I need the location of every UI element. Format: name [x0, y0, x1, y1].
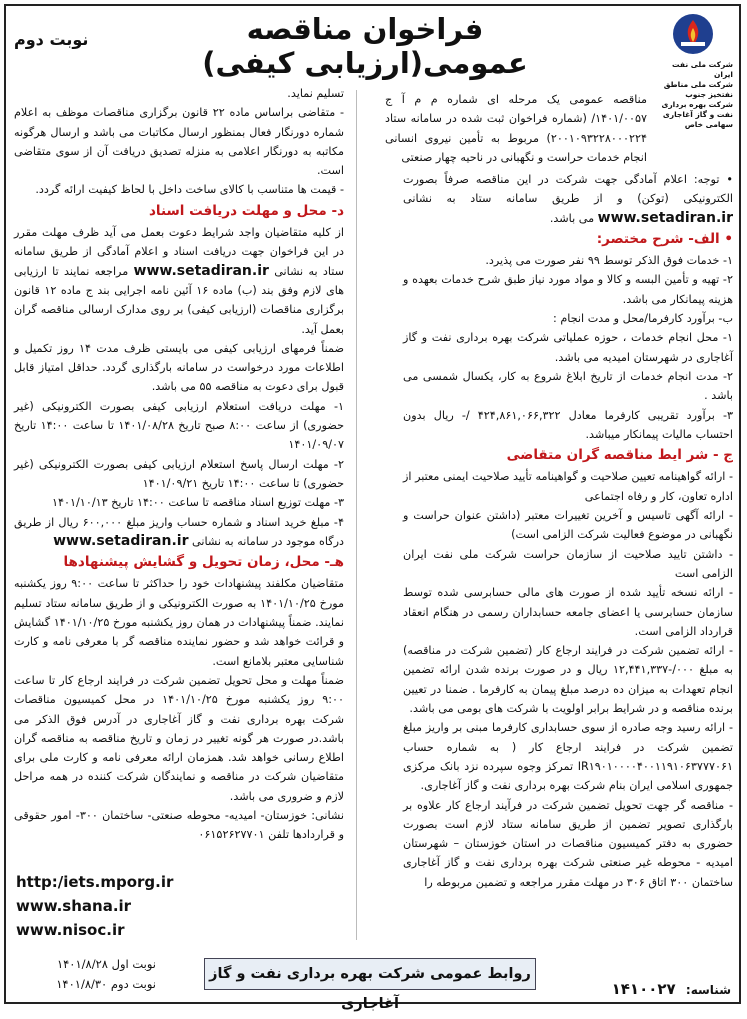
je-item-4: - ارائه نسخه تأیید شده از صورت های مالی حسابرسی شده توسط سازمان حسابرسی یا اعضای جامعه حسابداران رسمی در هنگام انعقاد قرارداد الزامی است. — [403, 586, 733, 638]
dal-2: ضمناً فرمهای ارزیابی کیفی می بایستی ظرف مدت ۱۴ روز تکمیل و اطلاعات مورد درخواست در سامانه بارگذاری گردد. حداقل امتیاز قابل قبول برای دعوت به مناقصه ۵۵ می باشد. — [14, 341, 344, 394]
alef-item-1: ۱- خدمات فوق الذکر توسط ۹۹ نفر صورت می پذیرد. — [485, 254, 733, 268]
round-badge: نوبت دوم — [14, 30, 89, 49]
second-round-date: نوبت دوم ۱۴۰۱/۸/۳۰ — [56, 977, 156, 991]
dal-3: ۱- مهلت دریافت استعلام ارزیابی کیفی بصورت الکترونیکی (غیر حضوری) از ساعت ۸:۰۰ صبح تاریخ ۱۴۰۱/۰۸/۲۸ تا ساعت ۱۴:۰۰ تاریخ ۱۴۰۱/۰۹/۰۷ — [14, 399, 344, 452]
intro-paragraph: مناقصه عمومی یک مرحله ای شماره م م آ ج ۱۴۰۱/۰۰۵۷/ (شماره فراخوان ثبت شده در سامانه ستاد ۲۰۰۱۰۹۳۲۲۸۰۰۰۲۲۴) مربوط به تأمین نیروی انسانی انجام خدمات حراست و نگهبانی در ناحیه چهار صنعتی — [385, 93, 647, 164]
public-relations-banner: روابط عمومی شرکت بهره برداری نفت و گاز آغاجاری — [204, 958, 536, 990]
notice-id-label: شناسه: — [685, 983, 731, 997]
je-item-5: - ارائه تضمین شرکت در فرایند ارجاع کار (تضمین شرکت در مناقصه) به مبلغ ۰۰۰/-۱۲,۴۴۱,۳۳۷ ریال و در صورت برنده شدن ارائه تضمین انجام تعهدات به میزان ده درصد مبلغ پیمان به کارفرما . ضمنا در تعیین برنده مناقصه و در شرایط برابر اولویت با شرکت های بومی می باشد. — [403, 644, 733, 716]
be-item-2: ۲- مدت انجام خدمات از تاریخ ابلاغ شروع به کار، یکسال شمسی می باشد . — [403, 369, 733, 403]
he-3: نشانی: خوزستان- امیدیه- محوطه صنعتی- ساختمان ۳۰۰- امور حقوقی و قراردادها تلفن ۰۶۱۵۲۶۲۷۷۰۱ — [14, 808, 344, 842]
he-1: متقاضیان مکلفند پیشنهادات خود را حداکثر تا ساعت ۹:۰۰ روز یکشنبه مورخ ۱۴۰۱/۱۰/۲۵ به صورت الکترونیکی و از طریق سامانه ستاد تسلیم نمایند. ضمناً پیشنهادات در همان روز یکشنبه مورخ ۱۴۰۱/۱۰/۲۵ گشایش و قرائت خواهد شد و حضور نماینده مناقصه گر با معرفی نامه و کارت شناسایی معتبر بلامانع است. — [14, 577, 344, 668]
je-item-6: - ارائه رسید وجه صادره از سوی حسابداری کارفرما مبنی بر واریز مبلغ تضمین شرکت در فرایند ارجاع کار ( به شماره حساب IR۱۹۰۱۰۰۰۰۴۰۰۱۱۹۱۰۶۳۷۷۷۰۶۱ تمرکز وجوه سپرده نزد بانک مرکزی جمهوری اسلامی ایران بنام شرکت بهره برداری نفت و گاز آغاجاری. — [403, 721, 733, 793]
dal-4: ۲- مهلت ارسال پاسخ استعلام ارزیابی کیفی بصورت الکترونیکی (غیر حضوری) تا ساعت ۱۴:۰۰ تاریخ ۱۴۰۱/۰۹/۲۱ — [14, 457, 344, 490]
cont-3: - قیمت ها متناسب با کالای ساخت داخل با لحاظ کیفیت ارائه گردد. — [35, 183, 344, 197]
setadiran-link-3[interactable]: www.setadiran.ir — [53, 532, 189, 549]
section-he-heading: هـ- محل، زمان تحویل و گشایش پیشنهادها — [63, 554, 344, 571]
dal-6: ۴- مبلغ خرید اسناد و شماره حساب واریز مبلغ ۶۰۰,۰۰۰ ریال از طریق درگاه موجود در سامانه به نشانی — [14, 515, 344, 548]
setadiran-link-2[interactable]: www.setadiran.ir — [133, 262, 269, 279]
dal-5: ۳- مهلت توزیع اسناد مناقصه تا ساعت ۱۴:۰۰ تاریخ ۱۴۰۱/۱۰/۱۳ — [52, 496, 344, 510]
note-text: • توجه: اعلام آمادگی جهت شرکت در این مناقصه صرفاً بصورت الکترونیکی (توکن) و از طریق سامانه ستاد به نشانی — [403, 173, 733, 206]
je-item-1: - ارائه گواهینامه تعیین صلاحیت و گواهینامه تأیید صلاحیت ایمنی معتبر از اداره تعاون، کار و رفاه اجتماعی — [403, 470, 733, 503]
logo-caption-2: شرکت ملی مناطق نفتخیز جنوب — [663, 80, 733, 99]
company-logo — [653, 12, 733, 130]
left-column — [14, 84, 344, 845]
column-divider — [356, 90, 357, 940]
cont-1: تسلیم نماید. — [287, 87, 344, 100]
be-item-3: ۳- برآورد تقریبی کارفرما معادل ۴۲۴,۸۶۱,۰۶۶,۳۲۲ /- ریال بدون احتساب مالیات پیمانکار میباشد. — [403, 408, 733, 441]
shana-link[interactable]: www.shana.ir — [16, 897, 132, 915]
he-2: ضمناً مهلت و محل تحویل تضمین شرکت در فرایند ارجاع کار تا ساعت ۹:۰۰ روز یکشنبه مورخ ۱۴۰۱/۱۰/۲۵ در محل کمیسیون مناقصات شرکت بهره برداری نفت و گاز آغاجاری در آدرس فوق الذکر می باشد.در صورت هر گونه تغییر در زمان و تاریخ مناقصه به مناقصه گران اطلاع رسانی خواهد شد. همزمان ارائه معرفی نامه و کارت ملی برای متقاضیان شرکت در مناقصه و نمایندگان شرکت کننده در همه مراحل لازم و ضروری می باشد. — [14, 673, 344, 803]
logo-caption-4: سهامی خاص — [684, 120, 733, 129]
alef-item-2: ۲- تهیه و تأمین البسه و کالا و مواد مورد نیاز طبق شرح خدمات بعهده و هزینه پیمانکار می باشد. — [403, 273, 733, 306]
setadiran-link[interactable]: www.setadiran.ir — [597, 209, 733, 226]
nisoc-link[interactable]: www.nisoc.ir — [16, 921, 125, 939]
right-column-body — [403, 170, 733, 892]
logo-caption-1: شرکت ملی نفت ایران — [671, 60, 733, 79]
section-je-heading: ج - شر ایط مناقصه گران متقاضی — [506, 447, 733, 464]
section-be-heading: ب- برآورد کارفرما/محل و مدت انجام : — [553, 312, 733, 326]
je-item-2: - ارائه آگهی تاسیس و آخرین تغییرات معتبر (داشتن عنوان حراست و نگهبانی در موضوع فعالیت شرکت الزامی است) — [403, 509, 733, 542]
dal-1a: از کلیه متقاضیان واجد شرایط دعوت بعمل می آید ظرف مهلت مقرر در این فراخوان جهت دریافت اسناد و اعلام آمادگی از طریق سامانه ستاد به نشانی — [14, 226, 345, 278]
logo-caption-3: شرکت بهره برداری نفت و گاز آغاجاری — [661, 100, 733, 119]
note-end: می باشد. — [549, 211, 595, 225]
flame-emblem-icon — [671, 12, 715, 56]
section-dal-heading: د- محل و مهلت دریافت اسناد — [148, 202, 344, 219]
be-item-1: ۱- محل انجام خدمات ، حوزه عملیاتی شرکت بهره برداری نفت و گاز آغاجاری در شهرستان امیدیه می باشد. — [403, 331, 733, 364]
website-links — [16, 870, 173, 942]
first-round-date: نوبت اول ۱۴۰۱/۸/۲۸ — [56, 957, 156, 971]
je-item-3: - داشتن تایید صلاحیت از سازمان حراست شرکت ملی نفت ایران الزامی است — [403, 547, 733, 580]
dal-1b: مراجعه نمایند تا ارزیابی های لازم وفق بند (ب) ماده ۱۶ آئین نامه اجرایی بند ج ماده ۱۲ قانون برگزاری مناقصات (ارزیابی کیفی) بر روی مدارک ارسالی مناقصه گران بعمل آید. — [14, 264, 345, 336]
je-item-7: - مناقصه گر جهت تحویل تضمین شرکت در فرآیند ارجاع کار علاوه بر بارگذاری تصویر تضمین از طریق سامانه ستاد لازم است بصورت حضوری به دفتر کمیسیون مناقصات در استان خوزستان – شهرستان امیدیه - محوطه غیر صنعتی شرکت بهره برداری نفت و گاز آغاجاری ساختمان ۳۰۰ اتاق ۳۰۶ در مهلت مقرر مراجعه و تضمین مربوطه را — [403, 798, 733, 889]
section-alef-heading: • الف- شرح مختصر: — [596, 230, 733, 247]
notice-id-value: ۱۴۱۰۰۲۷ — [611, 980, 676, 998]
publication-dates — [16, 954, 156, 994]
page-title: فراخوان مناقصه عمومی(ارزیابی کیفی) — [202, 12, 528, 80]
notice-id — [612, 980, 731, 998]
cont-2: - متقاضی براساس ماده ۲۲ قانون برگزاری مناقصات موظف به اعلام شماره دورنگار فعال بمنظور ارسال مکاتبات می باشد و ارسال هرگونه مکاتبه به دورنگار اعلامی به منزله تصدیق دریافت آن از سوی متقاضی است. — [14, 106, 344, 178]
right-column — [385, 90, 647, 167]
iets-link[interactable]: http:/iets.mporg.ir — [16, 873, 174, 891]
